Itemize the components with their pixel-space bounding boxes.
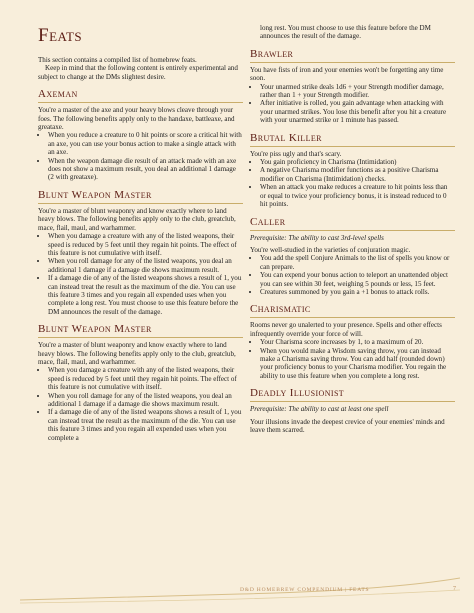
feat-heading: Axeman: [38, 88, 78, 101]
feat-heading: Blunt Weapon Master: [38, 188, 152, 201]
feat-bullets: [250, 158, 455, 208]
list-item: • When you damage a creature with any of the listed weapons, their speed is reduced by 5 feet until they regain hit points. The effect of this feature is not cumulative with itself.: [48, 366, 243, 391]
feat-charismatic: [250, 303, 455, 380]
feat-description: Rooms never go unalerted to your presence. Spells and other effects infrequently override your force of will.: [250, 321, 442, 338]
heading-rule: [250, 146, 455, 147]
feat-blunt-weapon-master-1: [38, 189, 243, 316]
list-item: • You gain proficiency in Charisma (Intimidation): [260, 158, 455, 166]
list-item: • When you roll damage for any of the listed weapons, you deal an additional 1 damage if a damage die shows maximum result.: [48, 392, 243, 409]
feat-heading: Blunt Weapon Master: [38, 323, 152, 336]
feat-heading: Charismatic: [250, 303, 311, 316]
list-item: • You can expend your bonus action to teleport an unattended object you can see within 30 feet, weighing 5 pounds or less, 15 feet.: [260, 271, 455, 288]
list-item: • When you roll damage for any of the listed weapons, you deal an additional 1 damage if a damage die shows maximum result.: [48, 257, 243, 274]
feat-axeman: [38, 88, 243, 182]
feat-prerequisite: Prerequisite: The ability to cast at least one spell: [250, 405, 389, 414]
page-number: 7: [453, 586, 456, 592]
feat-description: You have fists of iron and your enemies won't be forgetting any time soon.: [250, 65, 444, 83]
feat-brutal-killer: [250, 132, 455, 209]
list-item: • A negative Charisma modifier functions as a positive Charisma modifier on Charisma (Intimidation) checks.: [260, 166, 455, 183]
list-item: • You add the spell Conjure Animals to the list of spells you know or can prepare.: [260, 254, 455, 271]
feat-bullets: [250, 338, 455, 380]
left-column: [38, 20, 243, 449]
heading-rule: [250, 62, 455, 63]
footer-text: D&D HOMEBREW COMPENDIUM | FEATS: [240, 587, 370, 593]
feat-deadly-illusionist: [250, 387, 455, 434]
feat-heading: Brutal Killer: [250, 131, 322, 144]
list-item: • When you would make a Wisdom saving throw, you can instead make a Charisma saving throw. You can add half (rounded down) your proficiency bonus to your Charisma modifier. You regain the ability to use this feature when you complete a long rest.: [260, 347, 455, 381]
feat-description: You're a master of blunt weaponry and know exactly where to land heavy blows. The following benefits apply only to the club, greatclub, mace, flail, maul, and warhammer.: [38, 341, 236, 366]
feat-brawler: [250, 48, 455, 125]
list-item: • After initiative is rolled, you gain advantage when attacking with your unarmed strikes. You lose this benefit after you hit a creature with your unarmed strike or 1 minute has passed.: [260, 99, 455, 124]
footer-flourish-decoration: [20, 560, 460, 605]
heading-rule: [250, 230, 455, 231]
feat-bullets: [38, 366, 243, 442]
list-item: • When you damage a creature with any of the listed weapons, their speed is reduced by 5 feet until they regain hit points. The effect of this feature is not cumulative with itself.: [48, 232, 243, 257]
feat-heading: Deadly Illusionist: [250, 387, 345, 400]
feat-description: Your illusions invade the deepest crevice of your enemies' minds and leave them scarred.: [250, 417, 445, 434]
feat-bullets: [38, 232, 243, 316]
feat-caller: [250, 216, 455, 297]
feat-bullets: [38, 131, 243, 181]
list-item: • Your unarmed strike deals 1d6 + your Strength modifier damage, rather than 1 + your Strength modifier.: [260, 83, 455, 100]
list-item: • When an attack you make reduces a creature to hit points less than or equal to twice your proficiency bonus, it is instead reduced to 0 hit points.: [260, 183, 455, 208]
intro-line-1: This section contains a compiled list of homebrew feats.: [38, 56, 197, 64]
feat-blunt-weapon-master-2: [38, 323, 243, 442]
intro: [38, 56, 243, 81]
list-item: • If a damage die of any of the listed weapons shows a result of 1, you can instead treat the result as the maximum of the die. You can use this feature 3 times and you regain all expended uses when you complete a: [48, 408, 243, 442]
feat-bullets: [250, 254, 455, 296]
heading-rule: [38, 337, 243, 338]
heading-rule: [250, 317, 455, 318]
feat-description: You're well-studied in the varieties of conjuration magic.: [250, 245, 411, 254]
heading-rule: [38, 102, 243, 103]
feat-description: You're a master of the axe and your heavy blows cleave through your foes. The following benefits apply only to the handaxe, battleaxe, and greataxe.: [38, 106, 235, 132]
list-item: • If a damage die of any of the listed weapons shows a result of 1, you can instead treat the result as the maximum of the die. You can use this feature 3 times and you regain all expended uses when you complete a long rest. You must choose to use this feature before the DM announces the result of the damage.: [48, 274, 243, 316]
list-item: • When the weapon damage die result of an attack made with an axe does not show a maximum result, you deal an additional 1 damage (2 with greataxe).: [48, 157, 243, 182]
feat-heading: Brawler: [250, 47, 294, 60]
right-column: [250, 24, 455, 441]
feat-description: You're a master of blunt weaponry and know exactly where to land heavy blows. The following benefits apply only to the club, greatclub, mace, flail, maul, and warhammer.: [38, 206, 236, 232]
continued-bullet-text: long rest. You must choose to use this feature before the DM announces the result of the damage.: [260, 24, 431, 41]
heading-rule: [250, 401, 455, 402]
feat-heading: Caller: [250, 215, 286, 228]
intro-line-2: Keep in mind that the following content is entirely experimental and subject to change at the DMs slightest desire.: [38, 64, 238, 81]
page-title: Feats: [38, 25, 83, 46]
list-item: • When you reduce a creature to 0 hit points or score a critical hit with an axe, you can use your bonus action to make a single attack with an axe.: [48, 131, 243, 156]
feat-prerequisite: Prerequisite: The ability to cast 3rd-level spells: [250, 233, 384, 242]
feat-description: You're piss ugly and that's scary.: [250, 149, 342, 158]
list-item: • Creatures summoned by you gain a +1 bonus to attack rolls.: [260, 288, 455, 296]
heading-rule: [38, 203, 243, 204]
feat-bullets: [250, 83, 455, 125]
list-item: • Your Charisma score increases by 1, to a maximum of 20.: [260, 338, 455, 346]
continued-text: [250, 24, 455, 41]
